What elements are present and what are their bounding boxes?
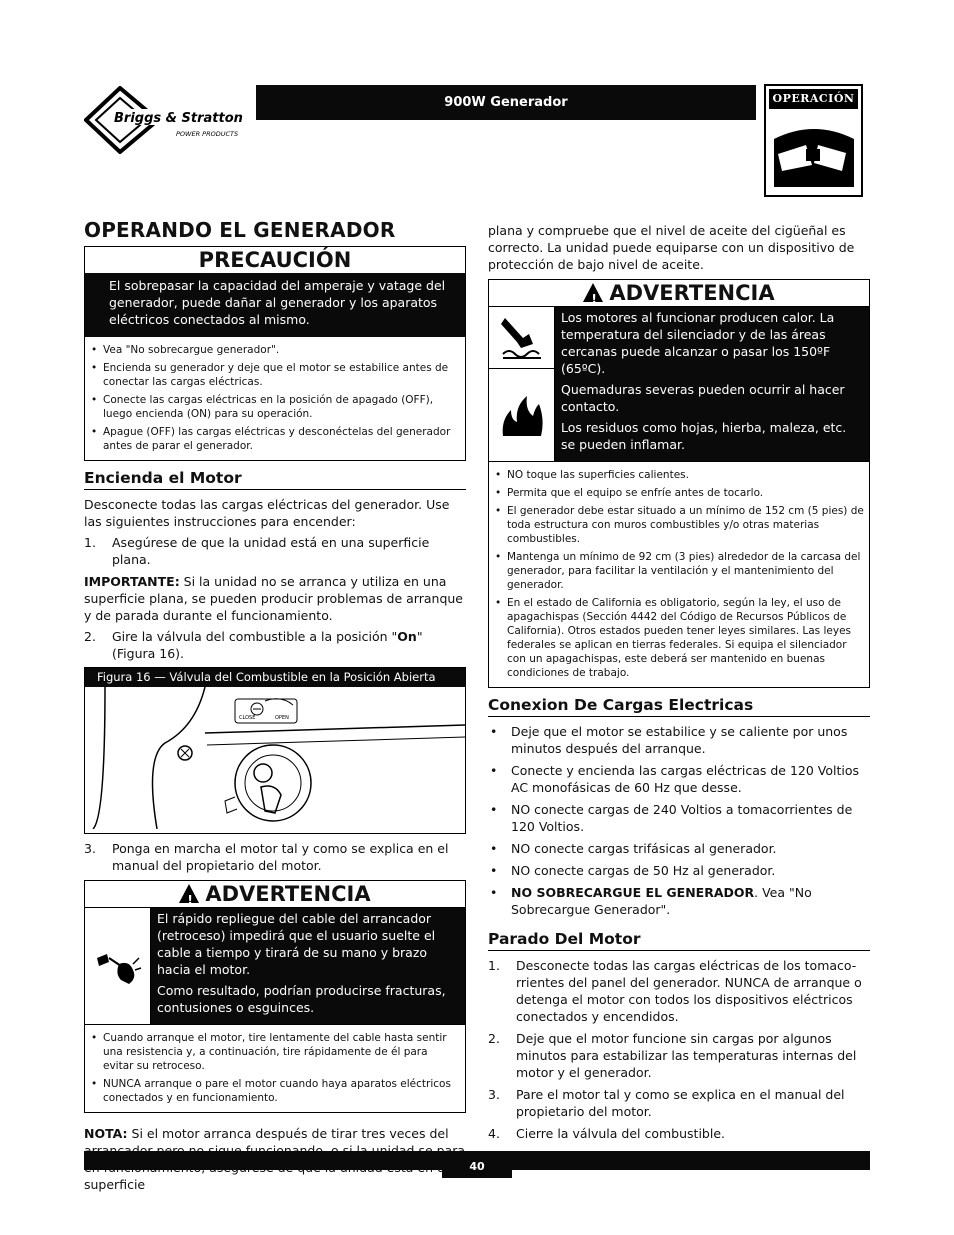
list-item: • Mantenga un mínimo de 92 cm (3 pies) alrededor de la carcasa del generador, para facilitar la ventilación y el mantenimiento del generador.: [507, 550, 865, 592]
list-item: • NO SOBRECARGUE EL GENERADOR. Vea "No Sobrecargue Generador".: [488, 884, 870, 918]
stop-steps: [488, 957, 870, 1142]
loads-bullets: [488, 723, 870, 918]
list-item: • El generador debe estar situado a un mínimo de 152 cm (5 pies) de toda estructura con muros combustibles y/o otras materias combustibles.: [507, 504, 865, 546]
list-item: • En el estado de California es obligatorio, según la ley, el uso de apagachispas (Sección 4442 del Código de Recursos Públicos de California). Otros estados pueden tener leyes similares. Las leyes federales se aplican en tierras federales. Si equipa el silenciador con un apagachispas, este deberá ser mantenido en buenas condiciones de trabajo.: [507, 596, 865, 680]
svg-text:OPEN: OPEN: [275, 715, 289, 721]
right-column: [488, 222, 870, 1147]
caution-text-block: [85, 273, 465, 337]
heat-warning-text: Los motores al funcionar producen calor. La temperatura del silenciador y de las áreas cercanas puede alcanzar o pasar los 150ºF (65ºC). Quemaduras severas pueden ocurrir al hacer contacto. Los residuos como hojas, hierba, maleza, etc. se pueden inflamar.: [555, 307, 869, 461]
operation-icon: [769, 109, 858, 189]
warning-triangle-icon: [583, 283, 603, 302]
list-item: • NO conecte cargas de 240 Voltios a tomacorrientes de 120 Voltios.: [488, 801, 870, 835]
list-item: 4. Cierre la válvula del combustible.: [488, 1126, 725, 1141]
figure-caption: Figura 16 — Válvula del Combustible en la Posición Abierta: [85, 668, 465, 687]
important-note: IMPORTANTE: Si la unidad no se arranca y utiliza en una superficie plana, se pueden producir problemas de arranque y de parada durante el funcionamiento.: [84, 574, 463, 623]
list-item: • Encienda su generador y deje que el motor se estabilice antes de conectar las cargas eléctricas.: [103, 361, 457, 389]
left-column: [84, 218, 466, 1197]
list-item: 1. Asegúrese de que la unidad está en una superficie plana.: [84, 535, 430, 567]
list-item: • Conecte y encienda las cargas eléctricas de 120 Voltios AC monofásicas de 60 Hz que desse.: [488, 762, 870, 796]
list-item: • Vea "No sobrecargue generador".: [103, 343, 457, 357]
warning-triangle-icon: [179, 884, 199, 903]
recoil-warning-box: [84, 880, 466, 1113]
fire-icon: [489, 369, 554, 461]
warning-title: !ADVERTENCIA: [489, 280, 869, 306]
start-steps-2: [84, 628, 466, 662]
hot-surface-icon: [489, 307, 554, 369]
list-item: • Deje que el motor se estabilice y se caliente por unos minutos después del arranque.: [488, 723, 870, 757]
start-heading: Encienda el Motor: [84, 469, 466, 490]
list-item: 3. Ponga en marcha el motor tal y como se explica en el manual del propietario del motor.: [84, 841, 449, 873]
heat-warning-bullets: [489, 461, 869, 687]
list-item: • NUNCA arranque o pare el motor cuando haya aparatos eléctricos conectados y en funcionamiento.: [103, 1077, 457, 1105]
loads-heading: Conexion De Cargas Electricas: [488, 696, 870, 717]
figure-16: [84, 667, 466, 834]
list-item: • Cuando arranque el motor, tire lentamente del cable hasta sentir una resistencia y, a continuación, tire rápidamente de él para evitar su retroceso.: [103, 1031, 457, 1073]
start-steps-1: [84, 534, 466, 568]
recoil-warning-text: El rápido repliegue del cable del arrancador (retroceso) impedirá que el usuario suelte el cable a tiempo y tirará de su mano y brazo hacia el motor. Como resultado, podrían producirse fracturas, contusiones o esguinces.: [151, 908, 465, 1024]
section-badge: [764, 84, 863, 197]
caution-bullets: [85, 337, 465, 460]
logo-sub-text: POWER PRODUCTS: [176, 130, 239, 138]
list-item: 2. Gire la válvula del combustible a la posición "On" (Figura 16).: [84, 629, 423, 661]
list-item: • Permita que el equipo se enfríe antes de tocarlo.: [507, 486, 865, 500]
list-item: • NO toque las superficies calientes.: [507, 468, 865, 482]
list-item: • Apague (OFF) las cargas eléctricas y desconéctelas del generador antes de parar el generador.: [103, 425, 457, 453]
caution-box: [84, 246, 466, 461]
list-item: 1. Desconecte todas las cargas eléctricas de los tomaco-rrientes del panel del generador. NUNCA de arranque o detenga el motor con todos los dispositivos eléctricos conectados y encendidos.: [488, 958, 862, 1024]
list-item: • Conecte las cargas eléctricas en la posición de apagado (OFF), luego encienda (ON) para su operación.: [103, 393, 457, 421]
stop-heading: Parado Del Motor: [488, 930, 870, 951]
svg-text:CLOSE: CLOSE: [239, 715, 256, 721]
recoil-hand-icon: [85, 908, 151, 1024]
logo-brand-text: Briggs & Stratton: [114, 111, 243, 126]
section-label: OPERACIÓN: [769, 89, 858, 109]
list-item: • NO conecte cargas de 50 Hz al generador.: [488, 862, 870, 879]
header-title-bar: [256, 85, 756, 120]
start-steps-3: [84, 840, 466, 874]
list-item: 3. Pare el motor tal y como se explica en el manual del propietario del motor.: [488, 1087, 845, 1119]
note-paragraph: NOTA: Si el motor arranca después de tirar tres veces del superficie: [84, 1126, 449, 1192]
page-heading: OPERANDO EL GENERADOR: [84, 218, 396, 242]
list-item: 2. Deje que el motor funcione sin cargas por algunos minutos para estabilizar las temperaturas internas del motor y el generador.: [488, 1031, 857, 1080]
brand-logo: [84, 86, 254, 154]
page-number: 40: [442, 1151, 512, 1178]
fuel-valve-illustration: [85, 687, 465, 829]
recoil-warning-bullets: [85, 1024, 465, 1112]
caution-text: El sobrepasar la capacidad del amperaje y vatage del generador, puede dañar al generador y los aparatos eléctricos conectados al mismo.: [109, 278, 446, 327]
start-intro: Desconecte todas las cargas eléctricas del generador. Use las siguientes instrucciones para encender:: [84, 497, 450, 529]
heat-warning-box: [488, 279, 870, 688]
list-item: • NO conecte cargas trifásicas al generador.: [488, 840, 870, 857]
continued-paragraph: plana y compruebe que el nivel de aceite del cigüeñal es correcto. La unidad puede equiparse con un dispositivo de protección de bajo nivel de aceite.: [488, 223, 855, 272]
warning-title: !ADVERTENCIA: [85, 881, 465, 907]
caution-title: PRECAUCIÓN: [198, 248, 352, 272]
header-title: 900W Generador: [444, 95, 568, 110]
